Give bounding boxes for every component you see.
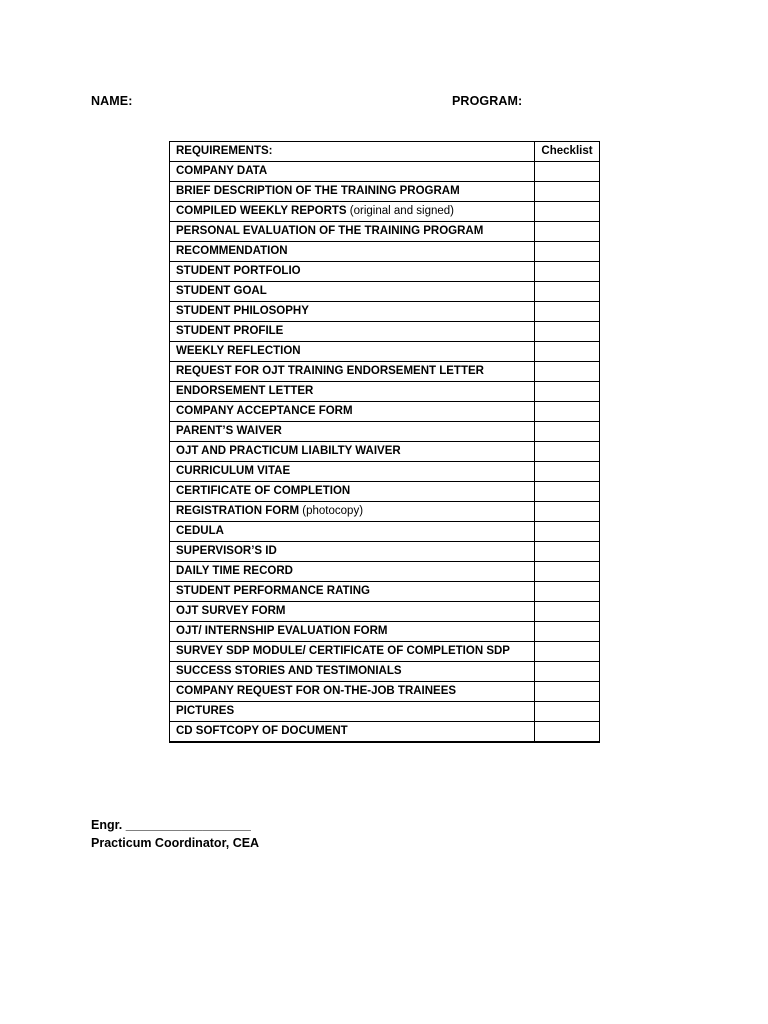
requirement-label: STUDENT PHILOSOPHY — [176, 305, 309, 317]
checklist-cell[interactable] — [535, 462, 600, 482]
requirement-cell — [170, 182, 535, 202]
table-row — [170, 402, 600, 422]
table-row — [170, 222, 600, 242]
requirement-cell — [170, 622, 535, 642]
checklist-cell[interactable] — [535, 582, 600, 602]
checklist-cell[interactable] — [535, 722, 600, 743]
checklist-cell[interactable] — [535, 482, 600, 502]
table-row — [170, 362, 600, 382]
requirement-cell — [170, 382, 535, 402]
requirement-label: CURRICULUM VITAE — [176, 465, 291, 477]
requirement-cell — [170, 162, 535, 182]
requirement-cell — [170, 202, 535, 222]
checklist-cell[interactable] — [535, 702, 600, 722]
requirement-cell — [170, 602, 535, 622]
table-row — [170, 682, 600, 702]
requirement-cell — [170, 222, 535, 242]
requirements-header: REQUIREMENTS: — [170, 142, 535, 162]
requirement-label: BRIEF DESCRIPTION OF THE TRAINING PROGRAM — [176, 185, 460, 197]
table-row — [170, 182, 600, 202]
requirement-note: (photocopy) — [299, 505, 364, 517]
checklist-cell[interactable] — [535, 222, 600, 242]
checklist-cell[interactable] — [535, 322, 600, 342]
requirement-label: COMPANY ACCEPTANCE FORM — [176, 405, 353, 417]
requirement-label: COMPANY DATA — [176, 165, 268, 177]
requirement-label: SURVEY SDP MODULE/ CERTIFICATE OF COMPLETION SDP — [176, 645, 510, 657]
requirement-label: PICTURES — [176, 705, 235, 717]
requirement-cell — [170, 522, 535, 542]
table-row — [170, 202, 600, 222]
table-row — [170, 582, 600, 602]
requirement-label: WEEKLY REFLECTION — [176, 345, 301, 357]
requirements-list — [170, 162, 600, 743]
table-row — [170, 602, 600, 622]
table-row — [170, 322, 600, 342]
table-row — [170, 642, 600, 662]
table-row — [170, 422, 600, 442]
checklist-cell[interactable] — [535, 422, 600, 442]
table-row — [170, 502, 600, 522]
requirement-cell — [170, 462, 535, 482]
checklist-cell[interactable] — [535, 402, 600, 422]
requirement-cell — [170, 562, 535, 582]
requirement-cell — [170, 482, 535, 502]
table-row — [170, 382, 600, 402]
checklist-cell[interactable] — [535, 362, 600, 382]
requirement-cell — [170, 442, 535, 462]
requirement-label: SUPERVISOR’S ID — [176, 545, 277, 557]
program-label: PROGRAM: — [452, 94, 523, 108]
table-row — [170, 482, 600, 502]
requirement-cell — [170, 262, 535, 282]
requirement-label: STUDENT GOAL — [176, 285, 267, 297]
checklist-cell[interactable] — [535, 502, 600, 522]
table-row — [170, 622, 600, 642]
checklist-cell[interactable] — [535, 602, 600, 622]
checklist-cell[interactable] — [535, 642, 600, 662]
table-row — [170, 522, 600, 542]
requirement-label: CEDULA — [176, 525, 224, 537]
checklist-cell[interactable] — [535, 202, 600, 222]
table-row — [170, 162, 600, 182]
checklist-cell[interactable] — [535, 622, 600, 642]
table-row — [170, 242, 600, 262]
requirement-label: RECOMMENDATION — [176, 245, 288, 257]
table-row — [170, 262, 600, 282]
requirement-cell — [170, 542, 535, 562]
checklist-cell[interactable] — [535, 302, 600, 322]
table-row — [170, 342, 600, 362]
requirement-label: PERSONAL EVALUATION OF THE TRAINING PROGRAM — [176, 225, 484, 237]
requirement-label: REGISTRATION FORM — [176, 505, 300, 517]
table-row — [170, 542, 600, 562]
table-header-row — [170, 142, 600, 162]
table-row — [170, 722, 600, 743]
coordinator-title: Practicum Coordinator, CEA — [91, 836, 260, 850]
table-row — [170, 282, 600, 302]
engineer-signature-line: Engr. __________________ — [91, 818, 251, 832]
checklist-cell[interactable] — [535, 682, 600, 702]
checklist-cell[interactable] — [535, 182, 600, 202]
checklist-header: Checklist — [535, 142, 600, 162]
checklist-cell[interactable] — [535, 542, 600, 562]
requirements-table — [169, 141, 600, 743]
requirement-cell — [170, 722, 535, 743]
requirement-cell — [170, 402, 535, 422]
requirement-cell — [170, 302, 535, 322]
requirement-note: (original and signed) — [346, 205, 455, 217]
requirement-label: OJT AND PRACTICUM LIABILTY WAIVER — [176, 445, 401, 457]
table-row — [170, 702, 600, 722]
checklist-cell[interactable] — [535, 282, 600, 302]
requirement-cell — [170, 322, 535, 342]
table-row — [170, 302, 600, 322]
requirement-label: ENDORSEMENT LETTER — [176, 385, 314, 397]
checklist-cell[interactable] — [535, 342, 600, 362]
checklist-cell[interactable] — [535, 262, 600, 282]
checklist-cell[interactable] — [535, 442, 600, 462]
requirement-label: STUDENT PERFORMANCE RATING — [176, 585, 371, 597]
requirement-label: DAILY TIME RECORD — [176, 565, 293, 577]
requirement-label: OJT SURVEY FORM — [176, 605, 286, 617]
requirement-label: OJT/ INTERNSHIP EVALUATION FORM — [176, 625, 388, 637]
requirement-label: CD SOFTCOPY OF DOCUMENT — [176, 725, 348, 737]
requirement-cell — [170, 422, 535, 442]
checklist-cell[interactable] — [535, 522, 600, 542]
requirement-cell — [170, 242, 535, 262]
table-row — [170, 562, 600, 582]
requirement-cell — [170, 662, 535, 682]
checklist-cell[interactable] — [535, 242, 600, 262]
requirement-label: SUCCESS STORIES AND TESTIMONIALS — [176, 665, 402, 677]
requirement-cell — [170, 582, 535, 602]
checklist-cell[interactable] — [535, 662, 600, 682]
table-row — [170, 662, 600, 682]
requirement-label: COMPILED WEEKLY REPORTS — [176, 205, 347, 217]
requirement-cell — [170, 362, 535, 382]
checklist-cell[interactable] — [535, 162, 600, 182]
requirement-label: REQUEST FOR OJT TRAINING ENDORSEMENT LETTER — [176, 365, 484, 377]
requirement-label: COMPANY REQUEST FOR ON-THE-JOB TRAINEES — [176, 685, 457, 697]
requirement-cell — [170, 682, 535, 702]
requirement-label: STUDENT PORTFOLIO — [176, 265, 301, 277]
requirement-label: PARENT’S WAIVER — [176, 425, 282, 437]
requirement-label: CERTIFICATE OF COMPLETION — [176, 485, 351, 497]
table-row — [170, 442, 600, 462]
name-label: NAME: — [91, 94, 133, 108]
table-row — [170, 462, 600, 482]
checklist-cell[interactable] — [535, 382, 600, 402]
requirement-cell — [170, 702, 535, 722]
checklist-cell[interactable] — [535, 562, 600, 582]
requirement-cell — [170, 502, 535, 522]
requirement-cell — [170, 342, 535, 362]
requirement-label: STUDENT PROFILE — [176, 325, 284, 337]
requirement-cell — [170, 642, 535, 662]
requirement-cell — [170, 282, 535, 302]
